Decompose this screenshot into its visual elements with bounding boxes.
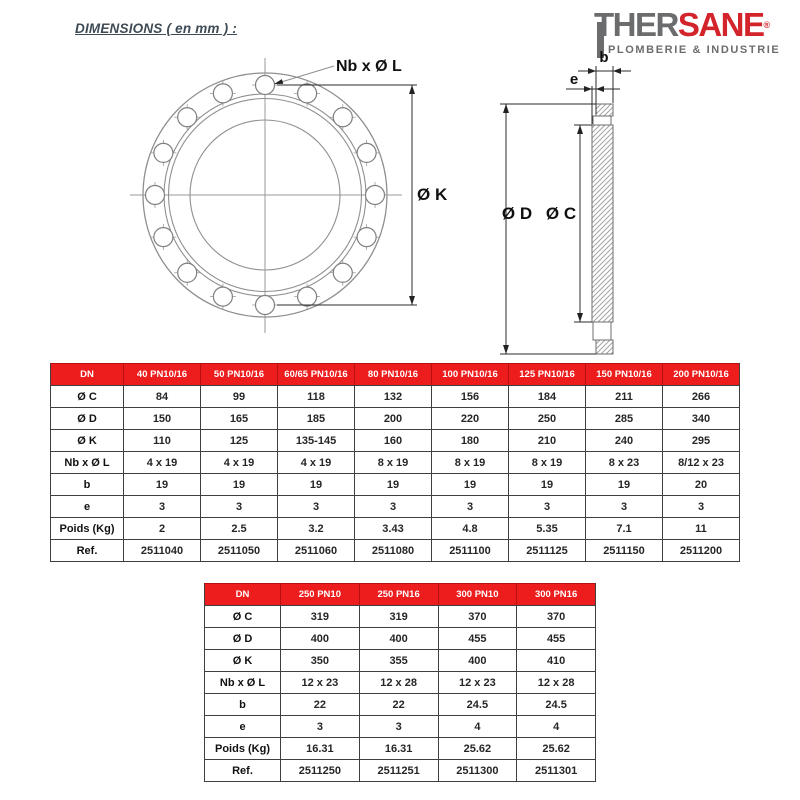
header-row (205, 584, 596, 606)
table-row (51, 518, 740, 540)
table-cell: 370 (517, 606, 596, 628)
table-cell: 19 (355, 474, 432, 496)
registered-mark: ® (763, 20, 771, 30)
table-cell: 3 (509, 496, 586, 518)
table-cell: 132 (355, 386, 432, 408)
bolt-hole (146, 186, 165, 205)
dim-arrow-icon (577, 313, 583, 322)
logo-text-gray: THER (594, 6, 678, 43)
table-cell: 266 (663, 386, 740, 408)
row-label: Ref. (51, 540, 124, 562)
table-cell: 2511300 (438, 760, 517, 782)
table-cell: 3 (201, 496, 278, 518)
table-cell: 210 (509, 430, 586, 452)
table-cell: 2511040 (124, 540, 201, 562)
table-cell: 295 (663, 430, 740, 452)
bolt-hole (178, 108, 197, 127)
table-cell: 5.35 (509, 518, 586, 540)
table-cell: 19 (432, 474, 509, 496)
table-cell: 25.62 (438, 738, 517, 760)
table-row (205, 694, 596, 716)
section-bottom-rim (596, 340, 613, 354)
table-cell: 2511301 (517, 760, 596, 782)
table-cell: 118 (278, 386, 355, 408)
dimensions-table-main-wrap (50, 363, 740, 562)
table-cell: 3 (586, 496, 663, 518)
row-label: e (51, 496, 124, 518)
table-cell: 250 (509, 408, 586, 430)
table-cell: 2511250 (281, 760, 360, 782)
table-cell: 19 (201, 474, 278, 496)
row-label: Ø K (51, 430, 124, 452)
table-cell: 185 (278, 408, 355, 430)
table-row (51, 386, 740, 408)
table-cell: 3.43 (355, 518, 432, 540)
table-cell: 8 x 19 (509, 452, 586, 474)
table-cell: 16.31 (359, 738, 438, 760)
table-cell: 2511080 (355, 540, 432, 562)
row-label: Ø K (205, 650, 281, 672)
table-cell: 455 (517, 628, 596, 650)
dim-arrow-icon (588, 68, 596, 74)
dim-arrow-icon (577, 125, 583, 134)
row-label: Ø D (205, 628, 281, 650)
table-cell: 84 (124, 386, 201, 408)
bolt-hole (298, 84, 317, 103)
table-cell: 19 (509, 474, 586, 496)
table-cell: 2511251 (359, 760, 438, 782)
table-cell: 2511200 (663, 540, 740, 562)
table-row (51, 408, 740, 430)
table-cell: 2511050 (201, 540, 278, 562)
table-cell: 220 (432, 408, 509, 430)
table-cell: 2.5 (201, 518, 278, 540)
table-cell: 20 (663, 474, 740, 496)
row-label: b (205, 694, 281, 716)
table-cell: 4 x 19 (278, 452, 355, 474)
dim-arrow-icon (613, 68, 621, 74)
bolt-hole (154, 143, 173, 162)
dim-arrow-icon (409, 296, 415, 305)
bolt-hole (256, 296, 275, 315)
section-bottom-bolt-hole (593, 322, 611, 340)
header-row (51, 364, 740, 386)
table-cell: 110 (124, 430, 201, 452)
dimensions-table-main (50, 363, 740, 562)
table-cell: 8/12 x 23 (663, 452, 740, 474)
table-cell: 7.1 (586, 518, 663, 540)
table-cell: 4 (517, 716, 596, 738)
raised-face-label: Ø C (545, 204, 577, 223)
table-cell: 22 (359, 694, 438, 716)
column-header: 125 PN10/16 (509, 364, 586, 386)
table-cell: 19 (278, 474, 355, 496)
table-cell: 12 x 23 (281, 672, 360, 694)
bolt-hole (213, 287, 232, 306)
flange-technical-drawing (0, 0, 800, 375)
table-cell: 4 (438, 716, 517, 738)
column-header: DN (205, 584, 281, 606)
table-cell: 8 x 19 (355, 452, 432, 474)
dimensions-table-large-dn-wrap (204, 583, 596, 782)
table-cell: 125 (201, 430, 278, 452)
table-cell: 2 (124, 518, 201, 540)
table-cell: 4 x 19 (201, 452, 278, 474)
table-row (51, 540, 740, 562)
table-cell: 180 (432, 430, 509, 452)
table-cell: 3 (278, 496, 355, 518)
dimensions-table-large-dn (204, 583, 596, 782)
bolt-hole (213, 84, 232, 103)
table-cell: 2511100 (432, 540, 509, 562)
table-cell: 19 (586, 474, 663, 496)
table-row (205, 650, 596, 672)
table-cell: 12 x 28 (359, 672, 438, 694)
row-label: Ref. (205, 760, 281, 782)
table-row (51, 452, 740, 474)
table-cell: 12 x 23 (438, 672, 517, 694)
column-header: 300 PN10 (438, 584, 517, 606)
column-header: 250 PN10 (281, 584, 360, 606)
bolt-hole (357, 143, 376, 162)
logo-tagline: PLOMBERIE & INDUSTRIE (608, 44, 781, 56)
table-cell: 156 (432, 386, 509, 408)
table-cell: 200 (355, 408, 432, 430)
dim-arrow-icon (503, 104, 509, 113)
table-row (205, 606, 596, 628)
table-cell: 350 (281, 650, 360, 672)
table-cell: 400 (359, 628, 438, 650)
table-row (205, 760, 596, 782)
section-top-bolt-hole (593, 116, 611, 125)
table-cell: 25.62 (517, 738, 596, 760)
table-row (51, 496, 740, 518)
table-cell: 135-145 (278, 430, 355, 452)
table-cell: 4.8 (432, 518, 509, 540)
table-cell: 370 (438, 606, 517, 628)
column-header: 60/65 PN10/16 (278, 364, 355, 386)
table-cell: 240 (586, 430, 663, 452)
table-cell: 8 x 19 (432, 452, 509, 474)
table-cell: 4 x 19 (124, 452, 201, 474)
table-cell: 22 (281, 694, 360, 716)
table-cell: 455 (438, 628, 517, 650)
page-title: DIMENSIONS ( en mm ) : (75, 21, 237, 36)
table-cell: 410 (517, 650, 596, 672)
row-label: Ø C (205, 606, 281, 628)
table-cell: 99 (201, 386, 278, 408)
bolt-hole (357, 228, 376, 247)
table-cell: 319 (281, 606, 360, 628)
table-cell: 2511125 (509, 540, 586, 562)
column-header: 250 PN16 (359, 584, 438, 606)
bolt-hole (333, 108, 352, 127)
column-header: 40 PN10/16 (124, 364, 201, 386)
row-label: Ø D (51, 408, 124, 430)
table-cell: 165 (201, 408, 278, 430)
row-label: b (51, 474, 124, 496)
table-row (205, 738, 596, 760)
table-cell: 3 (124, 496, 201, 518)
table-cell: 400 (281, 628, 360, 650)
row-label: e (205, 716, 281, 738)
table-cell: 340 (663, 408, 740, 430)
table-cell: 12 x 28 (517, 672, 596, 694)
row-label: Nb x Ø L (205, 672, 281, 694)
row-label: Nb x Ø L (51, 452, 124, 474)
bolt-hole (366, 186, 385, 205)
table-cell: 285 (586, 408, 663, 430)
bolt-hole (333, 263, 352, 282)
table-cell: 3 (359, 716, 438, 738)
column-header: 100 PN10/16 (432, 364, 509, 386)
section-top-rim (596, 104, 613, 116)
table-cell: 19 (124, 474, 201, 496)
table-cell: 160 (355, 430, 432, 452)
column-header: 300 PN16 (517, 584, 596, 606)
table-cell: 400 (438, 650, 517, 672)
table-cell: 2511060 (278, 540, 355, 562)
face-height-label: e (569, 71, 579, 88)
table-cell: 355 (359, 650, 438, 672)
bolt-hole (256, 76, 275, 95)
bolt-pattern-label: Nb x Ø L (336, 58, 402, 75)
table-cell: 16.31 (281, 738, 360, 760)
table-cell: 24.5 (517, 694, 596, 716)
bolt-hole (178, 263, 197, 282)
table-cell: 8 x 23 (586, 452, 663, 474)
column-header: 80 PN10/16 (355, 364, 432, 386)
dim-arrow-icon (409, 85, 415, 94)
table-cell: 3 (355, 496, 432, 518)
table-cell: 3.2 (278, 518, 355, 540)
table-row (51, 430, 740, 452)
table-cell: 24.5 (438, 694, 517, 716)
table-cell: 3 (663, 496, 740, 518)
dim-arrow-icon (503, 345, 509, 354)
logo-text-red: SANE (677, 6, 764, 43)
flange-front-view (130, 58, 448, 333)
table-cell: 211 (586, 386, 663, 408)
table-cell: 184 (509, 386, 586, 408)
row-label: Poids (Kg) (51, 518, 124, 540)
outer-diameter-label: Ø D (501, 204, 533, 223)
table-cell: 2511150 (586, 540, 663, 562)
thickness-label: b (599, 49, 609, 66)
table-cell: 3 (432, 496, 509, 518)
column-header: DN (51, 364, 124, 386)
table-cell: 11 (663, 518, 740, 540)
row-label: Ø C (51, 386, 124, 408)
table-row (205, 628, 596, 650)
bolt-hole (154, 228, 173, 247)
table-cell: 3 (281, 716, 360, 738)
table-row (205, 716, 596, 738)
table-row (205, 672, 596, 694)
table-cell: 319 (359, 606, 438, 628)
flange-section-view (500, 49, 631, 354)
dim-arrow-icon (596, 86, 604, 92)
column-header: 50 PN10/16 (201, 364, 278, 386)
column-header: 200 PN10/16 (663, 364, 740, 386)
table-cell: 150 (124, 408, 201, 430)
section-body (592, 125, 613, 322)
bolt-circle-label: Ø K (417, 185, 448, 204)
bolt-hole (298, 287, 317, 306)
leader-arrow-icon (274, 79, 283, 84)
dim-arrow-icon (584, 86, 592, 92)
table-row (51, 474, 740, 496)
column-header: 150 PN10/16 (586, 364, 663, 386)
row-label: Poids (Kg) (205, 738, 281, 760)
